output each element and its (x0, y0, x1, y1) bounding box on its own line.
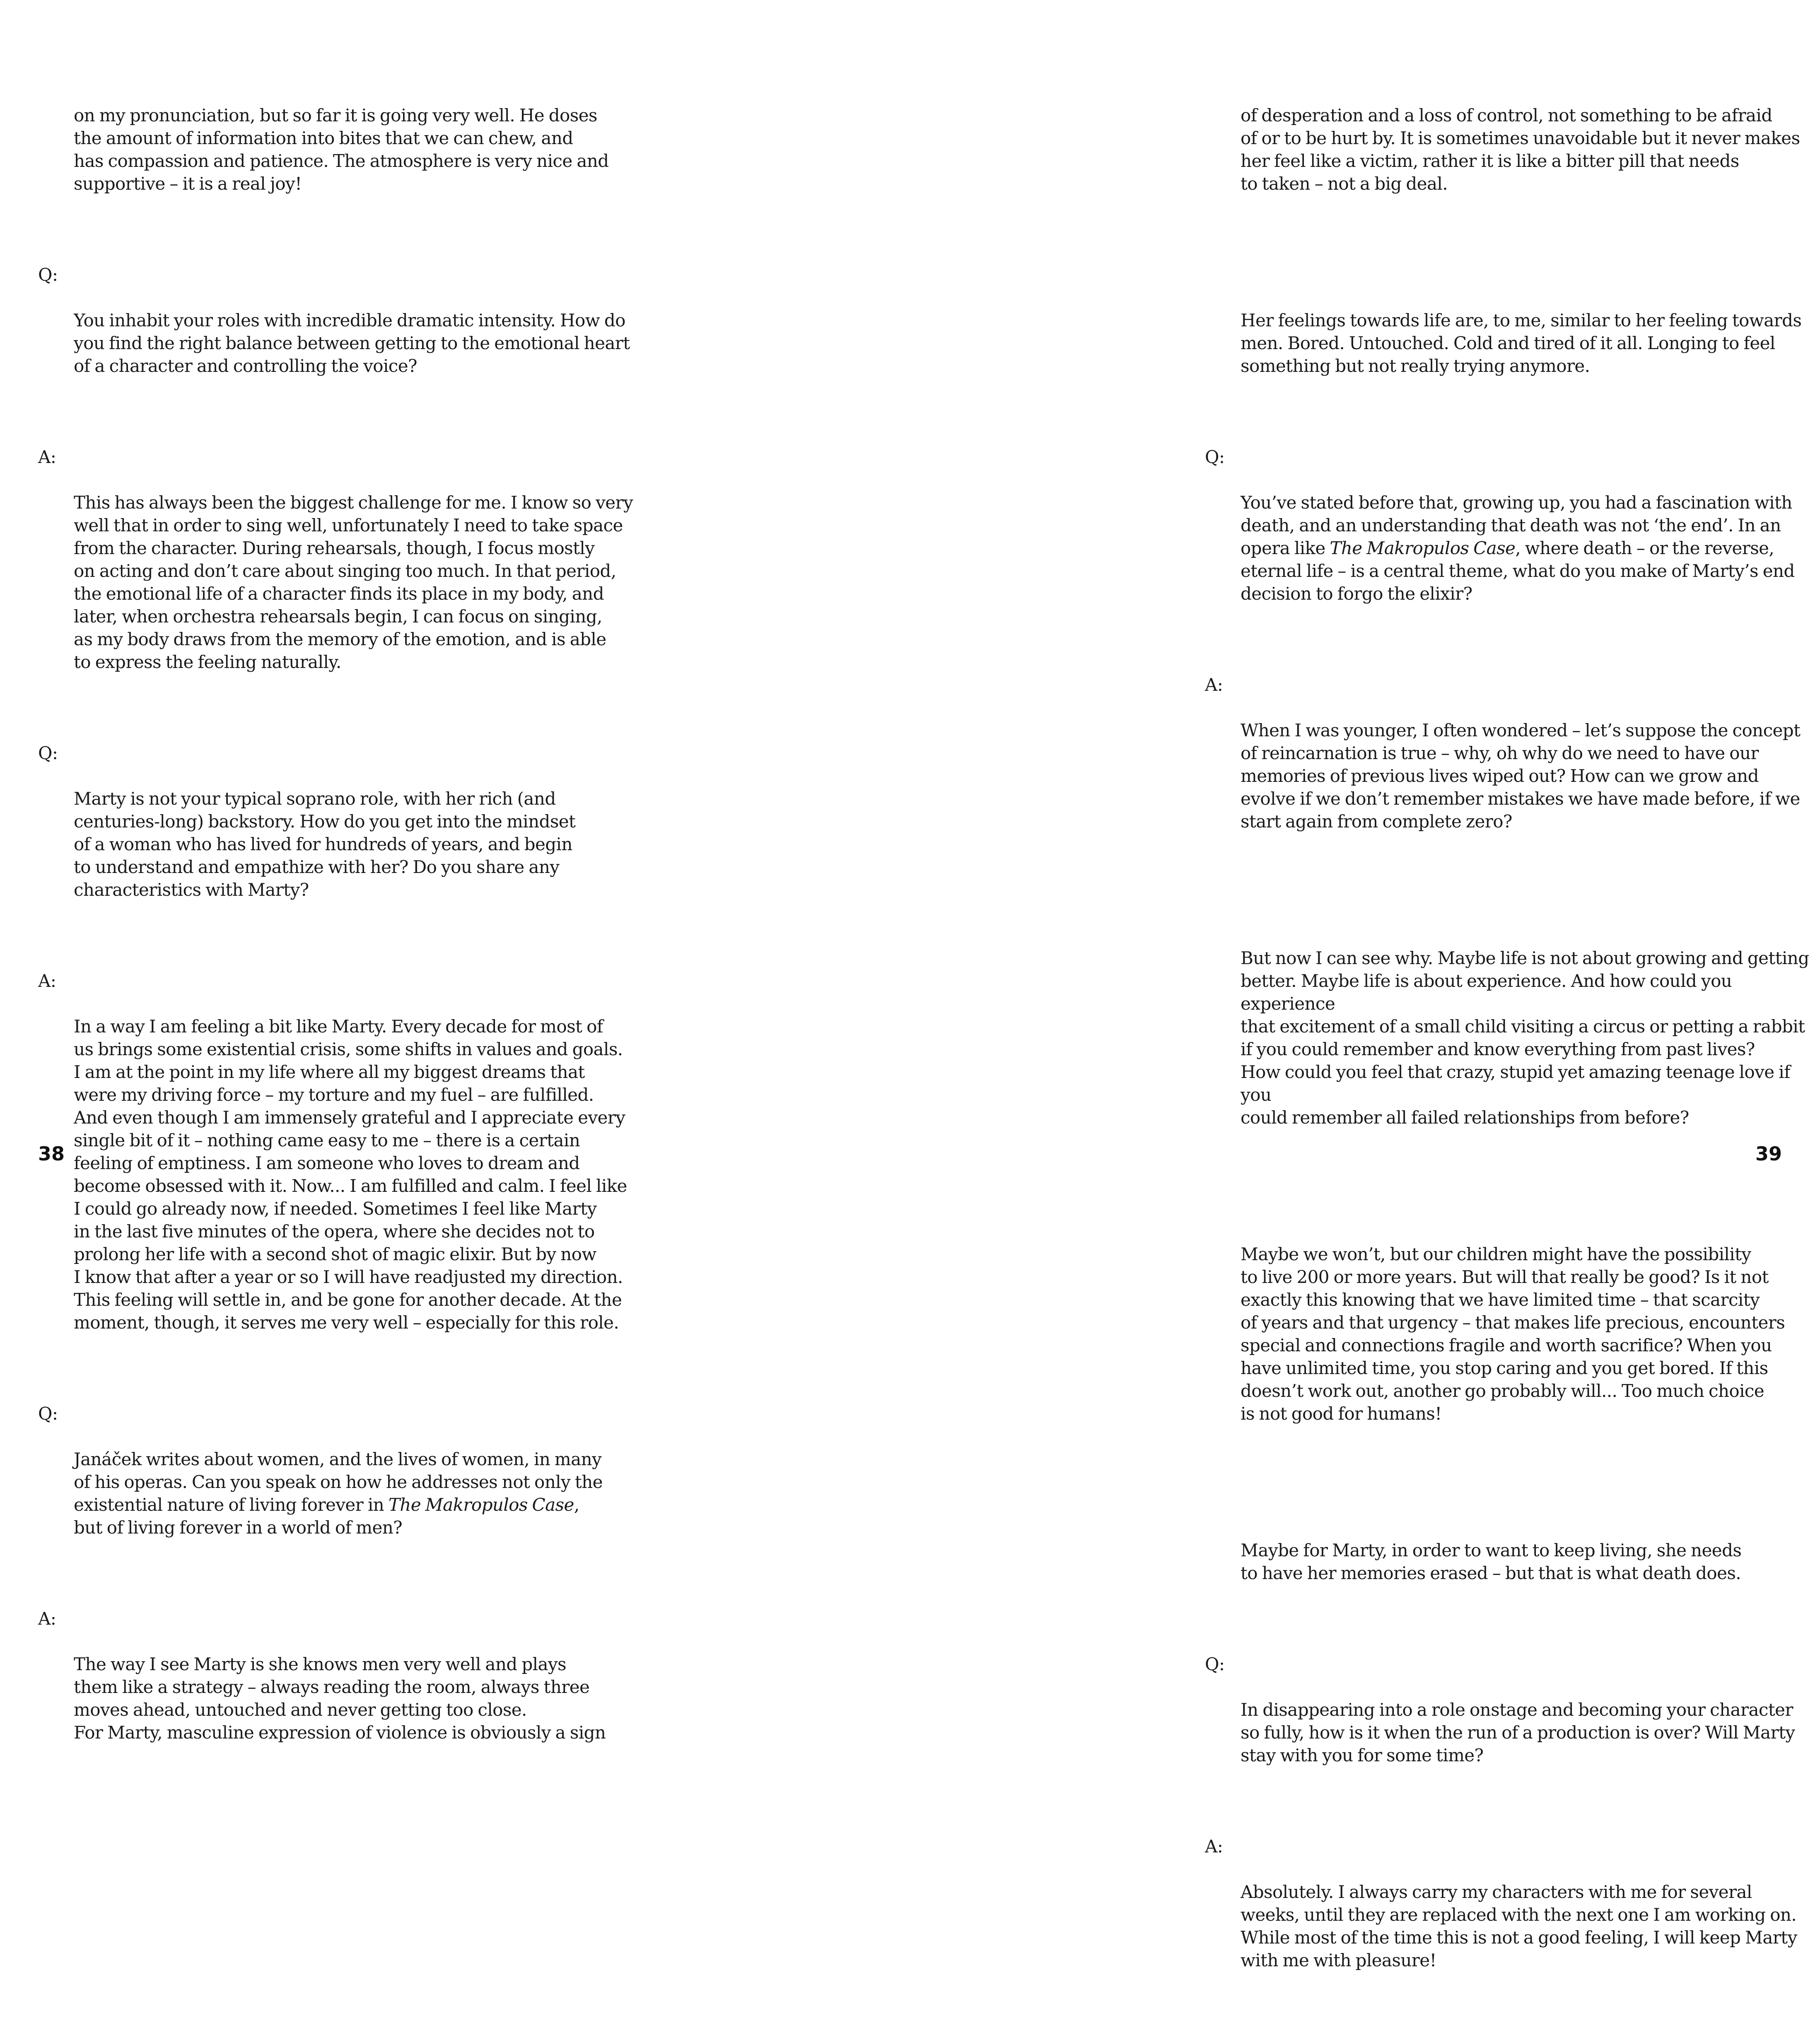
answer-text: This has always been the biggest challenge for me. I know so very well that in order to sing well, unfortunately I need to take space from the character. During rehearsals, though, I focus mostly on acting and don’t care about singing too much. In that period, the emotional life of a character finds its place in my body, and later, when orchestra rehearsals begin, I can focus on singing, as my body draws from the memory of the emotion, and is able to express the feeling naturally. (74, 492, 633, 672)
interview-question (38, 1402, 643, 1562)
question-text: Marty is not your typical soprano role, with her rich (and centuries-long) backstory. How do you get into the mindset of a woman who has lived for hundreds of years, and begin to understand and empathize with her? Do you share any characteristics with Marty? (74, 789, 576, 900)
interview-answer (38, 969, 643, 1357)
question-text-part: Janáček writes about women, and the lives of women, in many of his operas. Can you speak on how he addresses not only the existential nature of living forever in (74, 1449, 603, 1515)
question-text-part: You’ve stated before that, growing up, you had a fascination with death, and an understanding that death was not ‘the end’. In an opera like (1241, 492, 1792, 558)
left-text-column (38, 36, 643, 1812)
question-marker: Q: (38, 1403, 58, 1424)
interview-paragraph (1205, 1493, 1810, 1607)
paragraph-text: Her feelings towards life are, to me, similar to her feeling towards men. Bored. Untouched. Cold and tired of it all. Longing to feel something but not really trying anymore. (1241, 310, 1802, 376)
paragraph-text: Maybe for Marty, in order to want to keep living, she needs to have her memories erased – but that is what death does. (1241, 1540, 1742, 1583)
question-text: In disappearing into a role onstage and becoming your character so fully, how is it when the run of a production is over? Will Marty stay with you for some time? (1241, 1700, 1795, 1765)
answer-text: When I was younger, I often wondered – let’s suppose the concept of reincarnation is true – why, oh why do we need to have our memories of previous lives wiped out? How can we grow and evolve if we don’t remember mistakes we have made before, if we start again from complete zero? (1241, 720, 1801, 832)
page-number: 38 (38, 1143, 65, 1165)
answer-text: Absolutely. I always carry my characters with me for several weeks, until they are replaced with the next one I am working on. While most of the time this is not a good feeling, I will keep Marty with me with pleasure! (1241, 1882, 1797, 1970)
question-text (74, 1448, 643, 1539)
interview-answer (1205, 1835, 1810, 1994)
question-marker: Q: (1205, 447, 1225, 467)
interview-answer (1205, 673, 1810, 856)
answer-text: In a way I am feeling a bit like Marty. Every decade for most of us brings some existential crisis, some shifts in values and goals. I am at the point in my life where all my biggest dreams that were my driving force – my torture and my fuel – are fulfilled. And even though I am immensely grateful and I appreciate every single bit of it – nothing came easy to me – there is a certain feeling of emptiness. I am someone who loves to dream and become obsessed with it. Now... I am fulfilled and calm. I feel like I could go already now, if needed. Sometimes I feel like Marty in the last five minutes of the opera, where she decides not to prolong her life with a second shot of magic elixir. But by now I know that after a year or so I will have readjusted my direction. This feeling will settle in, and be gone for another decade. At the moment, though, it serves me very well – especially for this role. (74, 1016, 627, 1333)
interview-question (38, 742, 643, 924)
paragraph-text: on my pronunciation, but so far it is going very well. He doses the amount of information into bites that we can chew, and has compassion and patience. The atmosphere is very nice and supportive – it is a real joy! (74, 105, 609, 194)
question-marker: Q: (1205, 1654, 1225, 1674)
question-text-part: , but of living forever in a world of men? (74, 1495, 579, 1538)
answer-text: The way I see Marty is she knows men very well and plays them like a strategy – always reading the room, always three moves ahead, untouched and never getting too close. For Marty, masculine expression of violence is obviously a sign (74, 1654, 606, 1743)
answer-marker: A: (1205, 1836, 1223, 1857)
question-marker: Q: (38, 265, 58, 285)
question-text-part: , where death – or the reverse, eternal life – is a central theme, what do you make of Marty’s end decision to forgo the elixir? (1241, 538, 1795, 604)
paragraph-text: of desperation and a loss of control, not something to be afraid of or to be hurt by. It is sometimes unavoidable but it never makes her feel like a victim, rather it is like a bitter pill that needs to taken – not a big deal. (1241, 105, 1800, 194)
answer-marker: A: (38, 447, 56, 467)
opera-title: The Makropulos Case (388, 1495, 574, 1515)
interview-answer (38, 446, 643, 696)
answer-marker: A: (1205, 675, 1223, 695)
interview-paragraph (1205, 901, 1810, 1152)
left-page (0, 0, 910, 1743)
question-text: You inhabit your roles with incredible dramatic intensity. How do you find the right balance between getting to the emotional heart of a character and controlling the voice? (74, 310, 630, 376)
interview-paragraph (1205, 263, 1810, 400)
interview-paragraph (1205, 1197, 1810, 1448)
interview-paragraph (38, 58, 643, 218)
interview-answer (38, 1607, 643, 1767)
paragraph-text: But now I can see why. Maybe life is not about growing and getting better. Maybe life is about experience. And how could you experience that excitement of a small child visiting a circus or petting a rabbit if you could remember and know everything from past lives? How could you feel that crazy, stupid yet amazing teenage love if you could remember all failed relationships from before? (1241, 948, 1809, 1128)
interview-question (1205, 446, 1810, 628)
page-number: 39 (1755, 1143, 1782, 1165)
interview-question (38, 263, 643, 400)
paragraph-text: Maybe we won’t, but our children might have the possibility to live 200 or more years. But will that really be good? Is it not exactly this knowing that we have limited time – that scarcity of years and that urgency – that makes life precious, encounters special and connections fragile and worth sacrifice? When you have unlimited time, you stop caring and you get bored. If this doesn’t work out, another go probably will... Too much choice is not good for humans! (1241, 1244, 1785, 1424)
answer-marker: A: (38, 971, 56, 991)
question-text (1241, 491, 1810, 605)
interview-question (1205, 1653, 1810, 1789)
answer-marker: A: (38, 1608, 56, 1629)
opera-title: The Makropulos Case (1330, 538, 1516, 558)
right-text-column (1205, 36, 1810, 2040)
question-marker: Q: (38, 743, 58, 763)
right-page (910, 0, 1820, 1970)
interview-paragraph (1205, 58, 1810, 218)
